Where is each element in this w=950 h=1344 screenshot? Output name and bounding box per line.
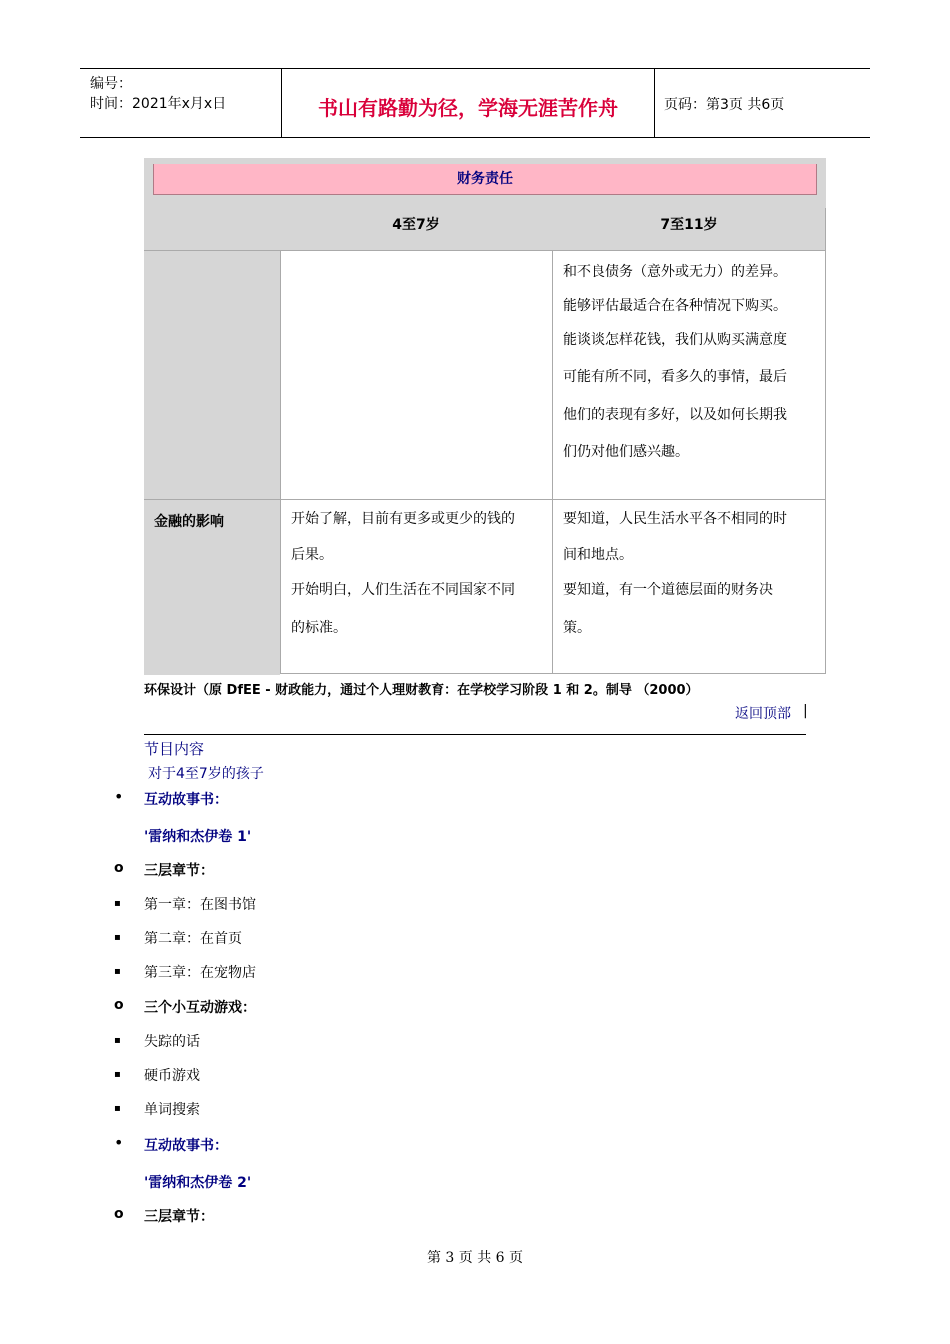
doc-number-label: 编号： [90, 76, 132, 92]
list-item: 三层章节： [144, 1209, 214, 1225]
back-separator: | [803, 703, 808, 719]
column-header-7-11: 7至11岁 [660, 217, 718, 233]
text-line: 们仍对他们感兴趣。 [563, 444, 689, 460]
list-item: 三个小互动游戏： [144, 1000, 256, 1016]
list-item: '雷纳和杰伊卷 2' [144, 1175, 252, 1191]
square-marker: ▪ [114, 898, 121, 909]
table-header-row [144, 208, 826, 251]
header-center-cell [281, 69, 655, 137]
header-page-info: 页码：第3页 共6页 [664, 97, 785, 113]
text-line: 开始明白，人们生活在不同国家不同 [291, 582, 515, 598]
circle-marker: o [114, 997, 124, 1013]
row1-label-cell [144, 251, 280, 499]
row2-col1-cell [280, 499, 553, 674]
list-item: 互动故事书： [144, 792, 228, 808]
square-marker: ▪ [114, 966, 121, 977]
row1-col2-cell [552, 250, 826, 500]
bullet-marker: • [114, 787, 124, 806]
table-banner-title: 财务责任 [457, 171, 513, 187]
column-header-4-7: 4至7岁 [392, 217, 440, 233]
text-line: 策。 [563, 620, 591, 636]
row2-col1-text [291, 500, 544, 648]
square-marker: ▪ [114, 1103, 121, 1114]
section-divider [144, 734, 806, 735]
row2-col2-text [563, 500, 817, 648]
header-motto: 书山有路勤为径，学海无涯苦作舟 [318, 96, 618, 120]
text-line: 的标准。 [291, 620, 347, 636]
text-line: 他们的表现有多好，以及如何长期我 [563, 407, 787, 423]
header-right-cell [654, 69, 870, 137]
square-marker: ▪ [114, 932, 121, 943]
text-line: 可能有所不同，看多久的事情，最后 [563, 369, 787, 385]
bullet-marker: • [114, 1133, 124, 1152]
row1-col1-cell [280, 250, 553, 500]
text-line: 能够评估最适合在各种情况下购买。 [563, 298, 787, 314]
row2-label: 金融的影响 [154, 514, 224, 530]
circle-marker: o [114, 860, 124, 876]
list-item: 硬币游戏 [144, 1068, 200, 1084]
page-header [80, 68, 870, 138]
square-marker: ▪ [114, 1035, 121, 1046]
list-item: 三层章节： [144, 863, 214, 879]
header-left-cell [80, 69, 280, 137]
row2-label-cell [144, 499, 280, 675]
back-to-top-link[interactable]: 返回顶部 [735, 706, 791, 722]
text-line: 间和地点。 [563, 547, 633, 563]
list-item: '雷纳和杰伊卷 1' [144, 829, 252, 845]
row1-col2-text [563, 255, 817, 471]
doc-time-label: 时间：2021年x月x日 [90, 96, 227, 112]
list-item: 单词搜索 [144, 1102, 200, 1118]
section-title: 节目内容 [144, 740, 205, 758]
financial-responsibility-table [144, 158, 826, 674]
circle-marker: o [114, 1206, 124, 1222]
text-line: 要知道，人民生活水平各不相同的时 [563, 511, 787, 527]
text-line: 和不良债务（意外或无力）的差异。 [563, 264, 787, 280]
text-line: 能谈谈怎样花钱，我们从购买满意度 [563, 332, 787, 348]
list-item: 互动故事书： [144, 1138, 228, 1154]
row2-col2-cell [552, 499, 826, 674]
list-item: 第一章：在图书馆 [144, 897, 256, 913]
list-item: 第三章：在宠物店 [144, 965, 256, 981]
text-line: 要知道，有一个道德层面的财务决 [563, 582, 773, 598]
text-line: 后果。 [291, 547, 333, 563]
source-note: 环保设计（原 DfEE - 财政能力，通过个人理财教育：在学校学习阶段 1 和 2。制导 （2000） [144, 683, 699, 698]
list-item: 第二章：在首页 [144, 931, 242, 947]
section-subtitle: 对于4至7岁的孩子 [148, 766, 264, 782]
page-footer: 第 3 页 共 6 页 [426, 1250, 524, 1266]
square-marker: ▪ [114, 1069, 121, 1080]
table-banner [153, 164, 817, 195]
list-item: 失踪的话 [144, 1034, 200, 1050]
text-line: 开始了解，目前有更多或更少的钱的 [291, 511, 515, 527]
